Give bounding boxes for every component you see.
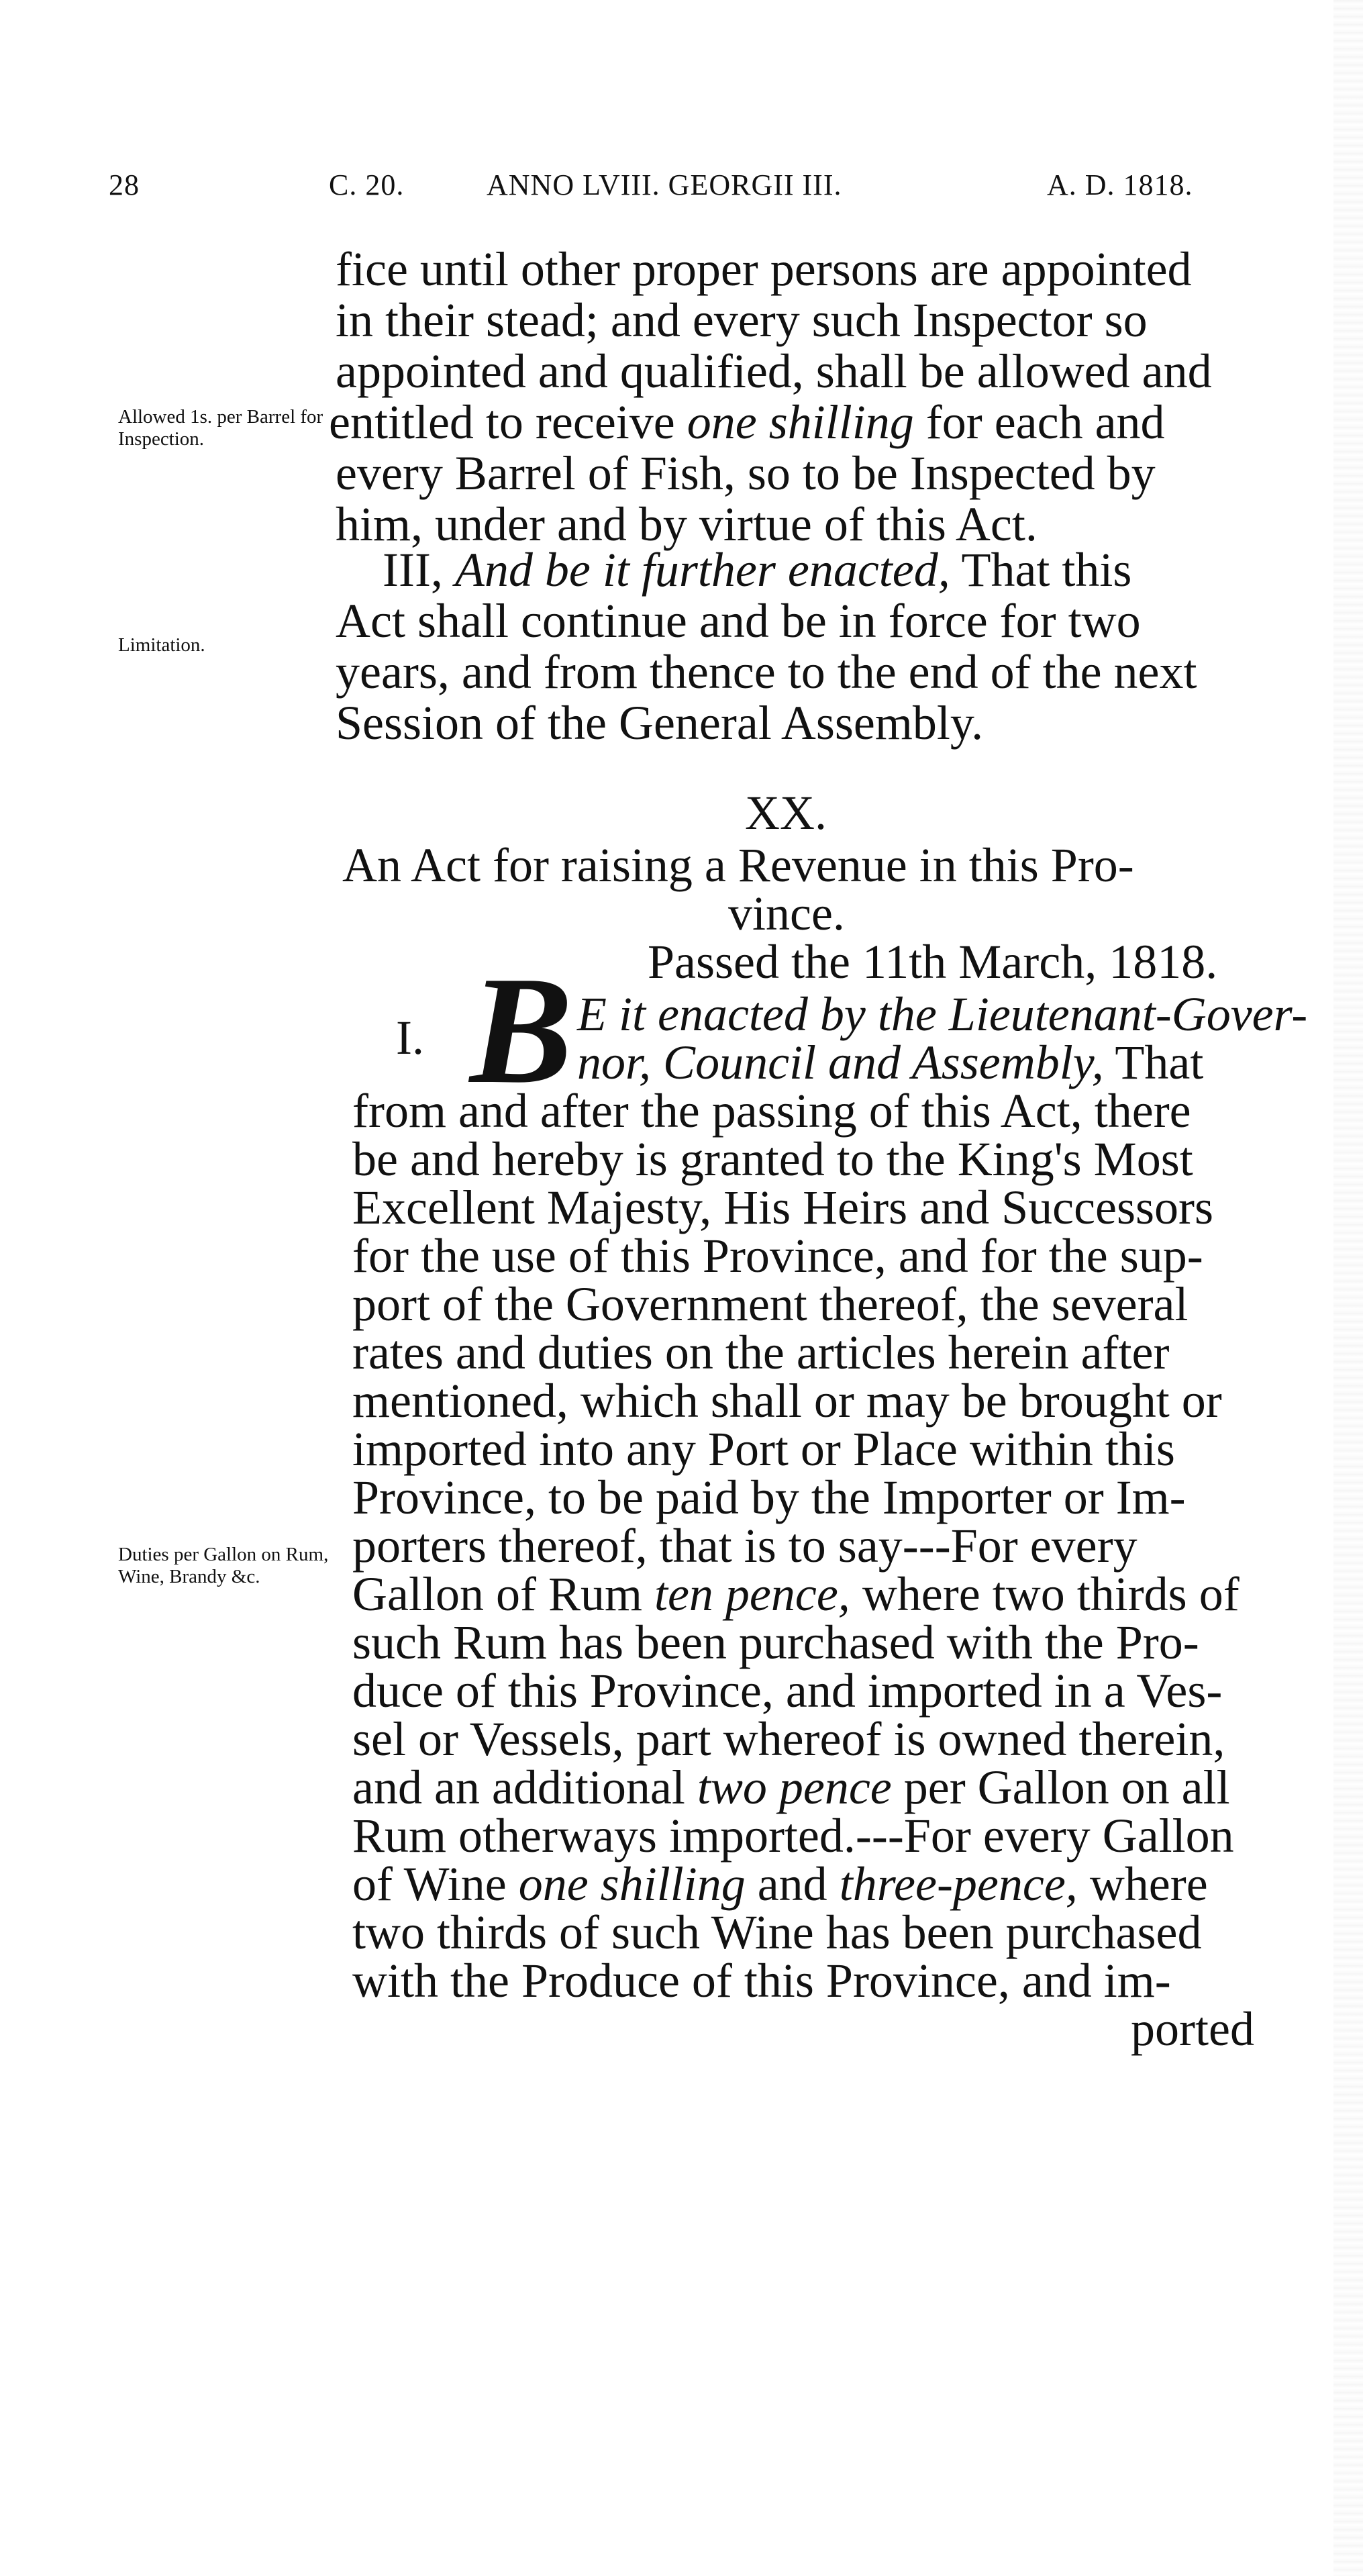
text-line: with the Produce of this Province, and im- bbox=[352, 1954, 1171, 2008]
text-line: imported into any Port or Place within this bbox=[352, 1422, 1175, 1476]
scan-edge-noise bbox=[1333, 0, 1363, 2576]
text-line: entitled to receive one shilling for each and bbox=[329, 395, 1165, 449]
page-number: 28 bbox=[109, 168, 140, 201]
text-line: mentioned, which shall or may be brought or bbox=[352, 1374, 1222, 1428]
text-line: be and hereby is granted to the King's Most bbox=[352, 1132, 1193, 1186]
text-line: port of the Government thereof, the several bbox=[352, 1277, 1189, 1331]
text-line: Excellent Majesty, His Heirs and Successors bbox=[352, 1181, 1214, 1234]
text-line: of Wine one shilling and three-pence, where bbox=[352, 1857, 1208, 1911]
text-line: Rum otherways imported.---For every Gallon bbox=[352, 1809, 1234, 1863]
text-line: Gallon of Rum ten pence, where two thirds of bbox=[352, 1567, 1240, 1621]
text-line: rates and duties on the articles herein after bbox=[352, 1326, 1170, 1379]
regnal-year: ANNO LVIII. GEORGII III. bbox=[487, 168, 842, 201]
text-line: such Rum has been purchased with the Pro- bbox=[352, 1616, 1199, 1669]
text-line: sel or Vessels, part whereof is owned therein, bbox=[352, 1712, 1225, 1766]
text-line: for the use of this Province, and for the sup- bbox=[352, 1229, 1203, 1283]
text-line: from and after the passing of this Act, there bbox=[352, 1084, 1191, 1138]
drop-cap: B bbox=[470, 944, 573, 1116]
text-line: him, under and by virtue of this Act. bbox=[336, 497, 1038, 551]
text-line: III, And be it further enacted, That this bbox=[383, 543, 1132, 597]
text-line: in their stead; and every such Inspector so bbox=[336, 293, 1148, 347]
text-line: Province, to be paid by the Importer or Im- bbox=[352, 1471, 1186, 1524]
text-line: nor, Council and Assembly, That bbox=[577, 1036, 1204, 1089]
text-line: appointed and qualified, shall be allowed and bbox=[336, 344, 1212, 398]
act-number: XX. bbox=[745, 786, 827, 840]
text-line: every Barrel of Fish, so to be Inspected by bbox=[336, 446, 1156, 500]
chapter-number: C. 20. bbox=[329, 168, 405, 201]
catchword: ported bbox=[1131, 2002, 1254, 2056]
margin-note-limitation: Limitation. bbox=[118, 634, 205, 656]
section-numeral: I. bbox=[396, 1011, 424, 1064]
text-line: E it enacted by the Lieutenant-Gover- bbox=[577, 987, 1308, 1041]
year: A. D. 1818. bbox=[1047, 168, 1193, 201]
text-line: and an additional two pence per Gallon on all bbox=[352, 1761, 1230, 1814]
text-line: porters thereof, that is to say---For every bbox=[352, 1519, 1138, 1573]
text-line: Session of the General Assembly. bbox=[336, 696, 984, 750]
act-title-continued: vince. bbox=[728, 887, 845, 940]
text-line: duce of this Province, and imported in a Ves- bbox=[352, 1664, 1223, 1718]
passed-date: Passed the 11th March, 1818. bbox=[648, 935, 1218, 989]
text-line: fice until other proper persons are appointed bbox=[336, 242, 1192, 296]
margin-note-duties: Duties per Gallon on Rum, Wine, Brandy &c. bbox=[118, 1544, 329, 1587]
margin-note-allowed: Allowed 1s. per Barrel for Inspection. bbox=[118, 406, 323, 450]
text-line: years, and from thence to the end of the next bbox=[336, 645, 1197, 699]
act-title: An Act for raising a Revenue in this Pro- bbox=[342, 838, 1134, 892]
text-line: two thirds of such Wine has been purchased bbox=[352, 1905, 1202, 1959]
text-line: Act shall continue and be in force for two bbox=[336, 594, 1141, 648]
